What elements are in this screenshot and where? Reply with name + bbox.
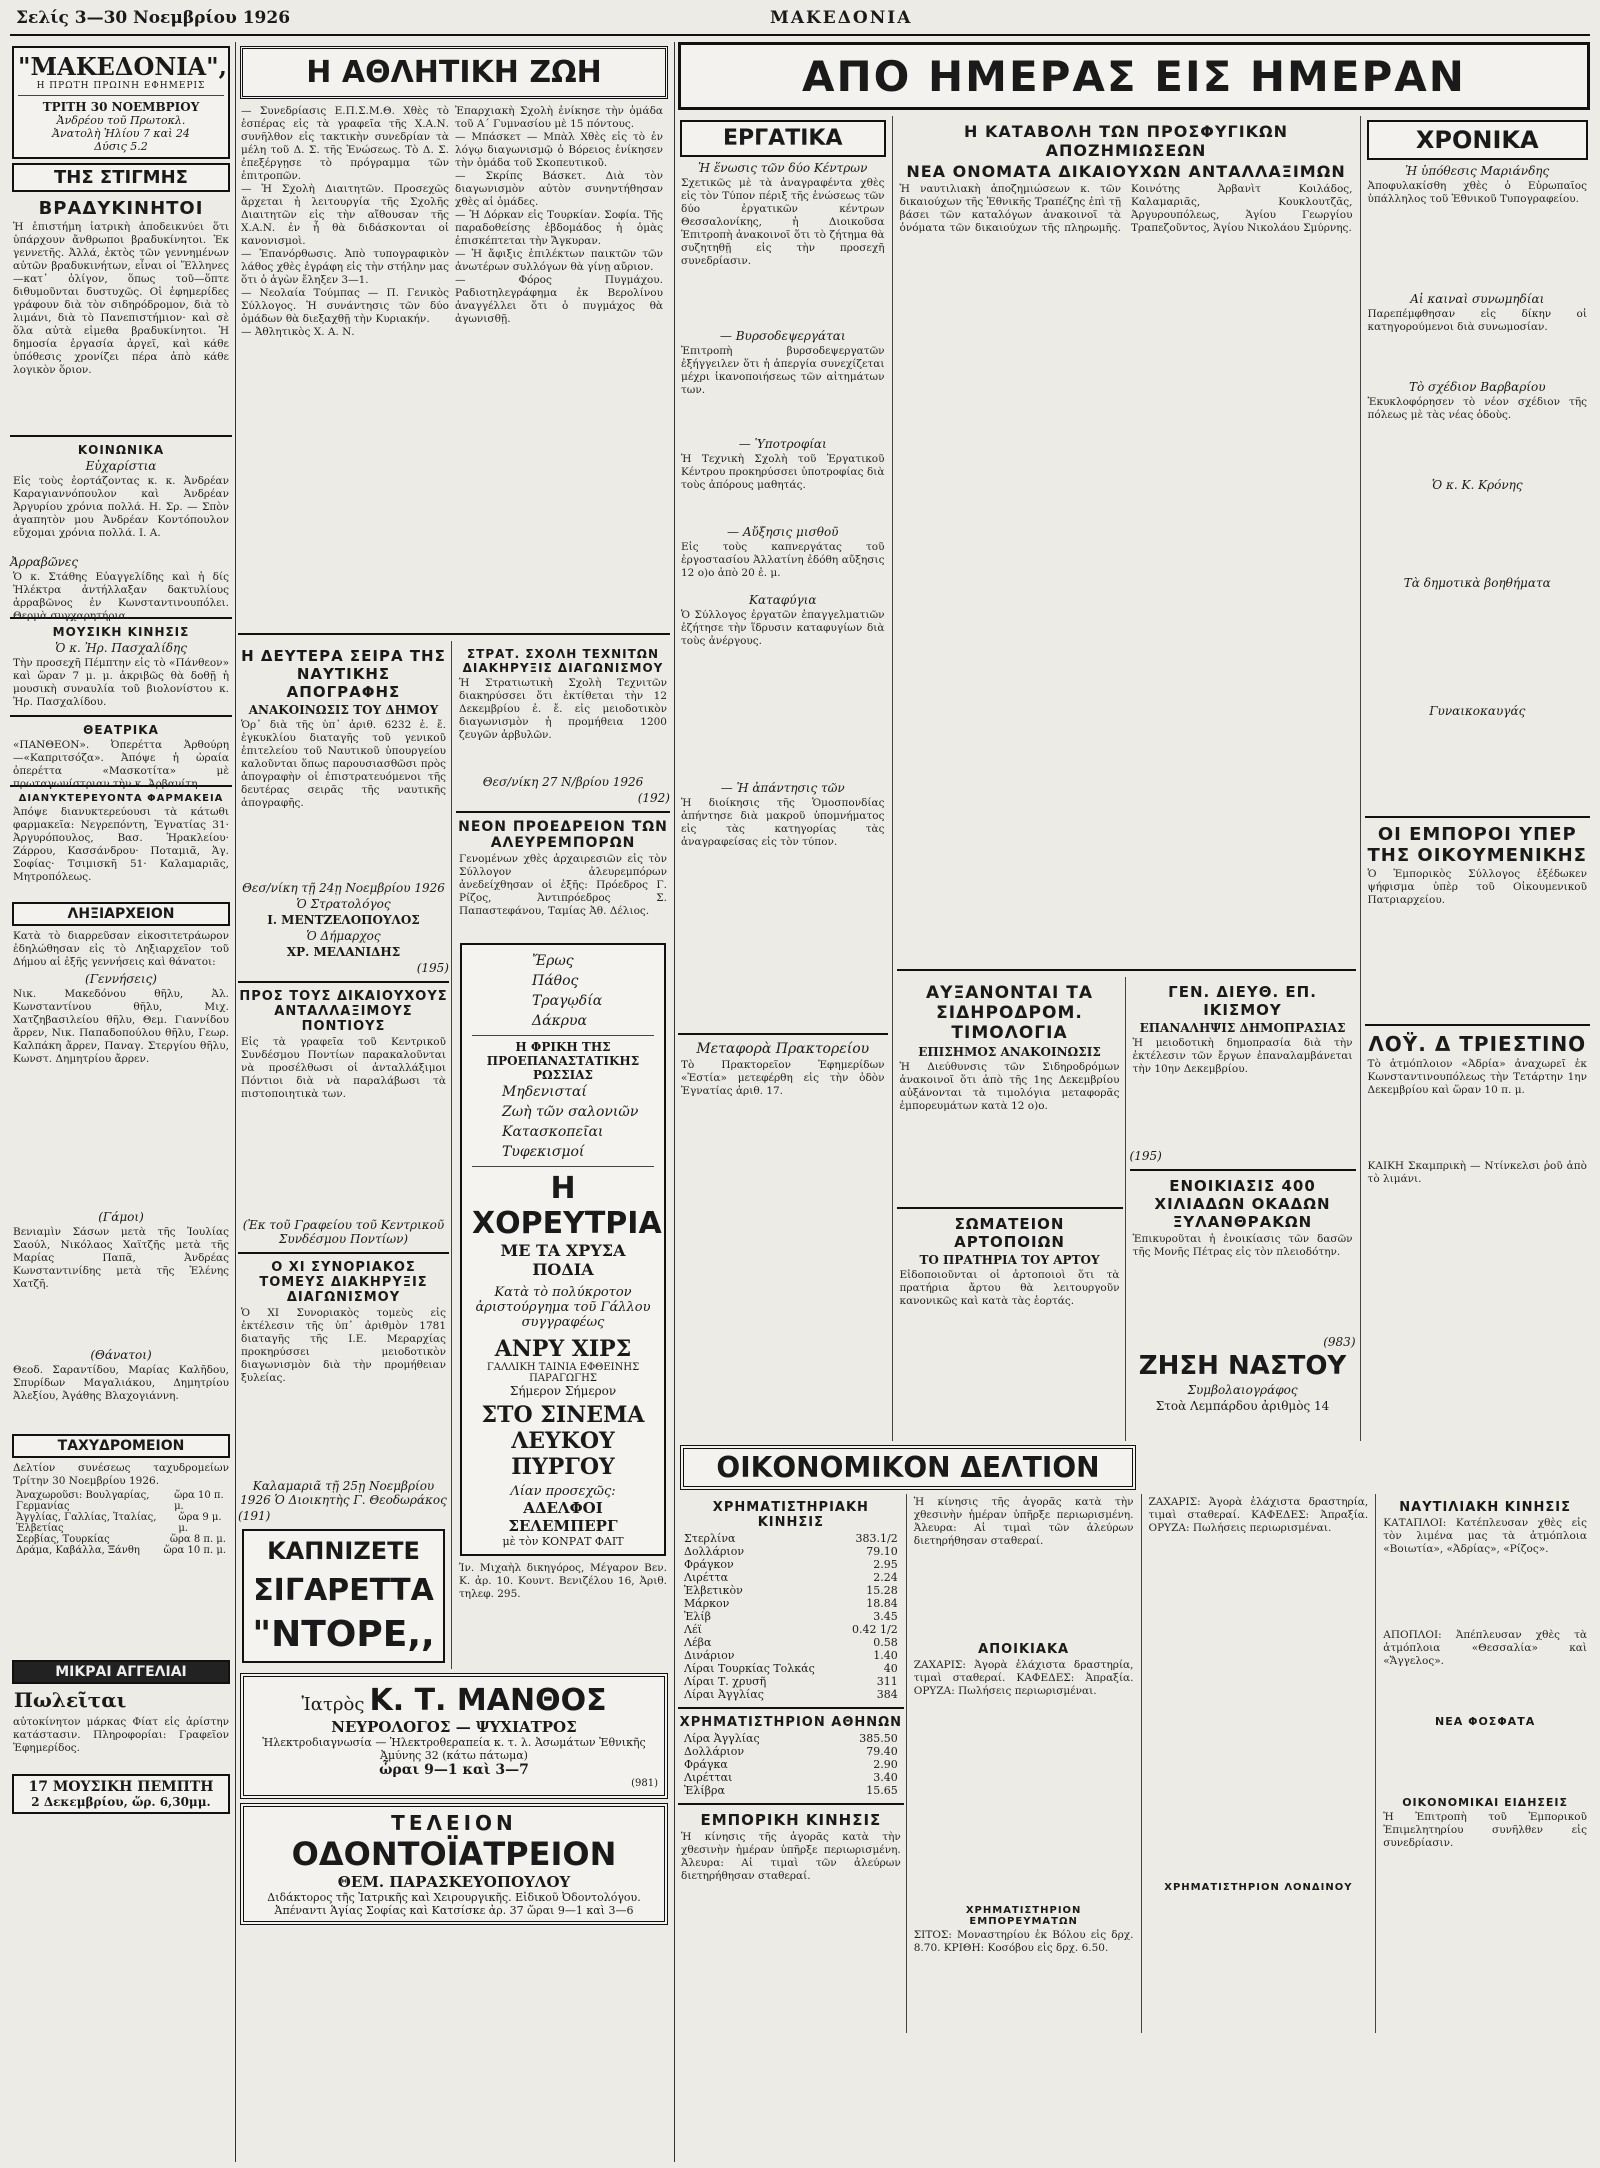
page-date: Σελίς 3—30 Νοεμβρίου 1926 xyxy=(16,8,291,28)
doctor-spec: ΝΕΥΡΟΛΟΓΟΣ — ΨΥΧΙΑΤΡΟΣ xyxy=(331,1718,577,1736)
zisis-name: ΖΗΣΗ ΝΑΣΤΟΥ xyxy=(1138,1351,1347,1381)
taxydromeion-title: ΤΑΧΥΔΡΟΜΕΙΟΝ xyxy=(12,1434,230,1458)
stamp-192: (192) xyxy=(637,791,670,805)
stigmis-headline: ΒΡΑΔΥΚΙΝΗΤΟΙ xyxy=(38,198,204,219)
fx-table xyxy=(678,1532,904,1701)
londinou-title: ΧΡΗΜΑΤΙΣΤΗΡΙΟΝ ΛΟΝΔΙΝΟΥ xyxy=(1164,1882,1353,1893)
column-right xyxy=(678,42,1590,2162)
cinema-warn: Λίαν προσεχῶς: xyxy=(510,1484,616,1499)
ergatika-text2: Ἐπιτροπὴ βυρσοδεψεργατῶν ἐξήγγειλεν ὅτι ἡ ἀπεργία συνεχίζεται μέχρι ἱκανοποιήσεως τῶν αἰτημάτων των. xyxy=(681,345,885,396)
chronika-column xyxy=(1361,116,1590,1441)
koinonika-head: Εὐχαρίστια xyxy=(85,459,157,473)
table-row: Φράγκα 2.90 xyxy=(684,1758,898,1771)
prosfyges-sub: ΝΕΑ ΟΝΟΜΑΤΑ ΔΙΚΑΙΟΥΧΩΝ ΑΝΤΑΛΛΑΞΙΜΩΝ xyxy=(906,162,1346,181)
thanatoi-text: Θεοδ. Σαραντίδου, Μαρίας Καλῆδου, Σπυρίδων Μαγαλιάκου, Δημητρίου Ἀλεξίου, Ἀγάθης Βλαχογιάννη. xyxy=(13,1364,229,1402)
triestino-title: ΛΟΫ. Δ ΤΡΙΕΣΤΙΝΟ xyxy=(1368,1032,1587,1056)
doctor-pre: Ἰατρὸς xyxy=(301,1694,365,1715)
apoikiaka-title: ΑΠΟΙΚΙΑΚΑ xyxy=(978,1642,1070,1657)
chronika-head6: Γυναικοκαυγάς xyxy=(1429,704,1526,718)
chronika-text1: Ἀποφυλακίσθη χθὲς ὁ Εὐρωπαῖος ὑπάλληλος τοῦ Ἐθνικοῦ Τυπογραφείου. xyxy=(1367,180,1587,205)
chrimatistiriaki-title: ΧΡΗΜΑΤΙΣΤΗΡΙΑΚΗ ΚΙΝΗΣΙΣ xyxy=(712,1500,869,1530)
ergatika-head5: Καταφύγια xyxy=(749,593,817,607)
choreftria-sub: ΜΕ ΤΑ ΧΡΥΣΑ ΠΟΔΙΑ xyxy=(500,1241,626,1279)
metafora-text: Τὸ Πρακτορεῖον Ἐφημερίδων «Ἑστία» μετεφέρθη εἰς τὴν ὁδὸν Ἐγνατίας ἀριθ. 17. xyxy=(681,1059,885,1097)
doctor-text: Ἠλεκτροδιαγνωσία — Ἠλεκτροθεραπεία κ. τ. λ. Ἀσωμάτων Ἐθνικῆς Ἀμύνης 32 (κάτω πάτωμα) xyxy=(262,1736,646,1762)
thanatoi-head: (Θάνατοι) xyxy=(90,1348,152,1362)
choreftria-today: Σήμερον Σήμερον xyxy=(509,1384,617,1398)
mousiki-bottom-2: 2 Δεκεμβρίου, ὥρ. 6,30μμ. xyxy=(31,1795,211,1809)
table-row: Λέϊ 0.42 1/2 xyxy=(684,1623,898,1636)
athletic-header xyxy=(240,46,668,99)
table-row: Λιρέτται 3.40 xyxy=(684,1771,898,1784)
table-row: Λιρέττα 2.24 xyxy=(684,1571,898,1584)
theatrika-title: ΘΕΑΤΡΙΚΑ xyxy=(83,723,159,737)
table-row: Ἐλίβ 3.45 xyxy=(684,1610,898,1623)
cinema-with: μὲ τὸν ΚΟΝΡΑΤ ΦΑΙΤ xyxy=(502,1535,624,1548)
economy-col-3 xyxy=(1142,1494,1377,2033)
rossia-title: Η ΦΡΙΚΗ ΤΗΣ ΠΡΟΕΠΑΝΑΣΤΑΤΙΚΗΣ ΡΩΣΣΙΑΣ xyxy=(486,1040,640,1082)
oi-emporoi-title: ΟΙ ΕΜΠΟΡΟΙ ΥΠΕΡ ΤΗΣ ΟΙΚΟΥΜΕΝΙΚΗΣ xyxy=(1367,824,1587,866)
chronika-text3: Ἐκυκλοφόρησεν τὸ νέον σχέδιον τῆς πόλεως μὲ τὰς νέας ὁδοὺς. xyxy=(1367,396,1587,421)
artopoioi-sub: ΤΟ ΠΡΑΤΗΡΙΑ ΤΟΥ ΑΡΤΟΥ xyxy=(919,1253,1100,1267)
kaiki-text: ΚΑΙΚΗ Σκαμπρικὴ — Ντίνκελσι ῥοῦ ἀπὸ τὸ λιμάνι. xyxy=(1367,1160,1587,1185)
kapnizete-title: ΚΑΠΝΙΖΕΤΕ xyxy=(267,1537,420,1565)
deftera-text: Ὁρ᾽ διὰ τῆς ὑπ᾽ ἀριθ. 6232 ἐ. ἔ. ἐγκυκλίου διαταγῆς τοῦ γενικοῦ ἐπιτελείου τοῦ Ναυτικοῦ ὑπουργείου καλοῦνται ὅπως παρουσιασθῶσι πρὸς ἀπογραφὴν οἱ ἐπιστρατευόμενοι τῆς δευτέρας σειρᾶς τῆς ναυτικῆς ἀπογραφῆς. xyxy=(241,719,446,809)
apoploi-text: ΑΠΟΠΛΟΙ: Ἀπέπλευσαν χθὲς τὰ ἀτμόπλοια «Θεσσαλία» καὶ «Ἄγγελος». xyxy=(1383,1629,1588,1667)
cinema-line1: ΣΤΟ ΣΙΝΕΜΑ xyxy=(481,1402,645,1428)
mikrai-text: αὐτοκίνητον μάρκας Φίατ εἰς ἀρίστην κατάστασιν. Πληροφορίαι: Γραφεῖον Ἐφημερίδος. xyxy=(13,1716,229,1754)
table-row: Δινάριον 1.40 xyxy=(684,1649,898,1662)
table-row: Λίραι Ἀγγλίας 384 xyxy=(684,1688,898,1701)
emporiki-text: Ἡ κίνησις τῆς ἀγορᾶς κατὰ τὴν χθεσινὴν ἡμέραν ὑπῆρξε περιωρισμένη. Ἀλευρα: Αἱ τιμαὶ τῶν ἀλεύρων διετηρήθησαν σταθεραί. xyxy=(681,1831,901,1882)
stamp-195: (195) xyxy=(416,961,449,975)
chronika-title: ΧΡΟΝΙΚΑ xyxy=(1367,120,1588,160)
table-row: Φράγκον 2.95 xyxy=(684,1558,898,1571)
stamp-191: (191) xyxy=(238,1509,271,1523)
middle-split xyxy=(238,641,670,1669)
list-item: Τυφεκισμοί xyxy=(502,1144,585,1160)
list-item: Ζωὴ τῶν σαλονιῶν xyxy=(502,1104,639,1120)
table-row: Λίραι Τουρκίας Τολκάς 40 xyxy=(684,1662,898,1675)
school-text: Ἡ Στρατιωτικὴ Σχολὴ Τεχνιτῶν διακηρύσσει ὅτι ἐκτίθεται τὴν 12 Δεκεμβρίου ἐ. ἔ. εἰς μειοδοτικὸν διαγωνισμὸν ἡ προμήθεια 1200 ζευγῶν ἀρβυλῶν. xyxy=(459,677,667,741)
table-row: Μάρκον 18.84 xyxy=(684,1597,898,1610)
ergatika-head4: — Αὔξησις μισθοῦ xyxy=(727,525,839,539)
cinema-ad xyxy=(460,943,666,1556)
athletic-title: Η ΑΘΛΗΤΙΚΗ ΖΩΗ xyxy=(306,55,602,90)
paper-name: ΜΑΚΕΔΟΝΙΑ xyxy=(770,8,913,28)
athinon-table xyxy=(678,1732,904,1797)
theatrika-text: «ΠΑΝΘΕΟΝ». Ὀπερέττα Ἀρθούρη—«Καπριτσόζα». Ἀπόψε ἡ ὡραία ὀπερέττα «Μασκοτίτα» μὲ πρωταγωνίστριαν τὴν κ. Ἀρβανίτη. xyxy=(13,739,229,790)
dentist-text: Διδάκτορος τῆς Ἰατρικῆς καὶ Χειρουργικῆς. Εἰδικοῦ Ὀδοντολόγου. Ἀπέναντι Ἁγίας Σοφίας καὶ Κατσίσκε ἀρ. 37 ὥραι 9—1 καὶ 3—6 xyxy=(267,1891,641,1917)
dentist-ad xyxy=(240,1803,668,1925)
deftera-title: Η ΔΕΥΤΕΡΑ ΣΕΙΡΑ ΤΗΣ ΝΑΥΤΙΚΗΣ ΑΠΟΓΡΑΦΗΣ xyxy=(241,647,446,701)
stamp-195-right: (195) xyxy=(1129,1149,1162,1163)
enoikiasis-text: Ἐπικυροῦται ἡ ἐνοικίασις τῶν δασῶν τῆς Μονῆς Πέτρας εἰς τὸν πλειοδότην. xyxy=(1132,1233,1353,1258)
choreftria-cast-sub: ΓΑΛΛΙΚΗ ΤΑΙΝΙΑ ΕΦΘΕΙΝΗΣ ΠΑΡΑΓΩΓΗΣ xyxy=(486,1362,640,1384)
oikonomikai-text: Ἡ Ἐπιτροπὴ τοῦ Ἐμπορικοῦ Ἐπιμελητηρίου συνῆλθεν εἰς συνεδρίασιν. xyxy=(1383,1811,1588,1849)
table-row: Ἀναχωροῦσι: Βουλγαρίας, Γερμανίας ὥρα 10 π. μ. xyxy=(16,1490,224,1512)
table-row: Σερβίας, Τουρκίας ὥρα 8 π. μ. xyxy=(16,1534,226,1545)
aukanontai-sub: ΕΠΙΣΗΜΟΣ ΑΝΑΚΟΙΝΩΣΙΣ xyxy=(918,1045,1101,1059)
table-row: Δολλάριον 79.40 xyxy=(684,1745,898,1758)
tomeus-text: Ὁ ΧΙ Συνοριακὸς τομεὺς εἰς ἐκτέλεσιν τῆς ὑπ᾽ ἀριθμὸν 1781 διαταγῆς τῆς Ι.Ε. Μεραρχίας προκηρύσσει μειοδοτικὸν διαγωνισμὸν διὰ τὴν προμήθειαν ξυλείας. xyxy=(241,1307,446,1384)
table-row: Λέβα 0.58 xyxy=(684,1636,898,1649)
deftera-sign-role: Ὁ Στρατολόγος xyxy=(296,897,391,911)
chronika-head5: Τὰ δημοτικὰ βοηθήματα xyxy=(1403,576,1551,590)
emporevmaton-text: ΣΙΤΟΣ: Μοναστηρίου ἐκ Βόλου εἰς δρχ. 8.70. ΚΡΙΘΗ: Κοσόβου εἰς δρχ. 6.50. xyxy=(913,1929,1134,1954)
metafora-title: Μεταφορὰ Πρακτορείου xyxy=(696,1041,870,1057)
school-sign: Θεσ/νίκη 27 Ν/βρίου 1926 xyxy=(482,775,644,789)
aukanontai-title: ΑΥΞΑΝΟΝΤΑΙ ΤΑ ΣΙΔΗΡΟΔΡΟΜ. ΤΙΜΟΛΟΓΙΑ xyxy=(926,983,1094,1043)
apoikiaka-text: ΖΑΧΑΡΙΣ: Ἀγορὰ ἐλάχιστα δραστηρία, τιμαὶ σταθεραί. ΚΑΦΕΔΕΣ: Ἀπραξία. ΟΡΥΖΑ: Πωλήσεις περιωρισμέναι. xyxy=(913,1659,1134,1697)
ergatika-head6: — Ἡ ἀπάντησις τῶν xyxy=(720,781,845,795)
deftera-sub: ΑΝΑΚΟΙΝΩΣΙΣ ΤΟΥ ΔΗΜΟΥ xyxy=(248,703,439,717)
aleuremporoi-text: Γενομένων χθὲς ἀρχαιρεσιῶν εἰς τὸν Σύλλογον ἀλευρεμπόρων ἀνεδείχθησαν οἱ ἑξῆς: Πρόεδρος Γ. Ρίζος, Ἀντιπρόεδρος Σ. Παπαστεφάνου, Ταμίας Ἀθ. Δέλιος. xyxy=(459,853,667,917)
artopoioi-text: Εἰδοποιοῦνται οἱ ἀρτοποιοὶ ὅτι τὰ πρατήρια ἄρτου θὰ λειτουργοῦν κανονικῶς καὶ κατὰ τὰς ἑορτάς. xyxy=(899,1269,1120,1307)
michail-text: Ἰν. Μιχαὴλ δικηγόρος, Μέγαρον Βεν. Κ. ἀρ. 10. Κουντ. Βενιζέλου 16, Ἀριθ. τηλεφ. 295. xyxy=(459,1562,667,1600)
genniseis-text: Νικ. Μακεδόνου θῆλυ, Ἀλ. Κωνσταντίνου θῆλυ, Μιχ. Χατζηβασιλείου θῆλυ, Θεμ. Γιαννίδου ἄρρεν, Νικ. Παπαδοπούλου θῆλυ, Γεωρ. Καλπάκη ἄρρεν, Παναγ. Στεργίου θῆλυ, Κωνστ. Δημητρίου ἄρρεν. xyxy=(13,988,229,1065)
chronika-head1: Ἡ ὑπόθεσις Μαριάνδης xyxy=(1405,164,1550,178)
ergatika-text3: Ἡ Τεχνικὴ Σχολὴ τοῦ Ἐργατικοῦ Κέντρου προκηρύσσει ὑποτροφίας διὰ τοὺς ἀπόρους μαθητάς. xyxy=(681,453,885,491)
paper-box-date: ΤΡΙΤΗ 30 ΝΟΕΜΒΡΙΟΥ xyxy=(42,100,200,114)
emporevmaton-title: ΧΡΗΜΑΤΙΣΤΗΡΙΟΝ ΕΜΠΟΡΕΥΜΑΤΩΝ xyxy=(965,1905,1082,1927)
economy-text-top: Ἡ κίνησις τῆς ἀγορᾶς κατὰ τὴν χθεσινὴν ἡμέραν ὑπῆρξε περιωρισμένη. Ἀλευρα: Αἱ τιμαὶ τῶν ἀλεύρων διετηρήθησαν σταθεραί. xyxy=(913,1496,1134,1547)
mousiki-bottom-box xyxy=(12,1774,230,1814)
pontioi-text: Εἰς τὰ γραφεῖα τοῦ Κεντρικοῦ Συνδέσμου Ποντίων παρακαλοῦνται νὰ προσέλθωσι οἱ ἀνταλλάξιμοι Πόντιοι διὰ νὰ παραλάβωσι τὰ πιστοποιητικὰ των. xyxy=(241,1036,446,1100)
dentist-name: ΘΕΜ. ΠΑΡΑΣΚΕΥΟΠΟΥΛΟΥ xyxy=(337,1873,571,1891)
paper-box-sunset: Δύσις 5.2 xyxy=(94,140,148,153)
deftera-sign2-role: Ὁ Δήμαρχος xyxy=(306,929,381,943)
emporiki-title: ΕΜΠΟΡΙΚΗ ΚΙΝΗΣΙΣ xyxy=(700,1811,882,1829)
gamoi-text: Βενιαμὶν Σάσων μετὰ τῆς Ἰουλίας Σαούλ, Νικόλαος Χαϊτζῆς μετὰ τῆς Μαρίας Παπᾶ, Ἀνδρέας Κωνσταντινίδης μετὰ τῆς Ἑλένης Χατζῆ. xyxy=(13,1226,229,1290)
oikonomikon-header xyxy=(680,1445,1136,1490)
prosfyges-title: Η ΚΑΤΑΒΟΛΗ ΤΩΝ ΠΡΟΣΦΥΓΙΚΩΝ ΑΠΟΖΗΜΙΩΣΕΩΝ xyxy=(964,122,1289,160)
athletic-body xyxy=(238,103,670,627)
koinonika-text: Εἰς τοὺς ἐορτάζοντας κ. κ. Ἀνδρέαν Καραγιαννόπουλον καὶ Ἀνδρέαν Ἀργυρίου χρόνια πολλά. Η. Σρ. — Σπὸν ἀγαπητὸν μου Ἀνδρέαν Κοντόπουλον εὔχομαι χρόνια πολλά. Ι. Α. xyxy=(13,475,229,539)
stamp-981: (981) xyxy=(631,1778,658,1789)
pontioi-title: ΠΡΟΣ ΤΟΥΣ ΔΙΚΑΙΟΥΧΟΥΣ ΑΝΤΑΛΛΑΞΙΜΟΥΣ ΠΟΝΤΙΟΥΣ xyxy=(239,989,448,1034)
zisis-sub: Συμβολαιογράφος xyxy=(1187,1383,1298,1397)
table-row: Λίραι Τ. χρυσῆ 311 xyxy=(684,1675,898,1688)
table-row: Λίρα Ἀγγλίας 385.50 xyxy=(684,1732,898,1745)
deftera-sign-date: Θεσ/νίκη τῇ 24ῃ Νοεμβρίου 1926 xyxy=(242,881,445,895)
farmakeia-title: ΔΙΑΝΥΚΤΕΡΕΥΟΝΤΑ ΦΑΡΜΑΚΕΙΑ xyxy=(18,793,224,804)
table-row: Στερλίνα 383.1/2 xyxy=(684,1532,898,1545)
ergatika-text6: Ἡ διοίκησις τῆς Ὁμοσπονδίας ἀπήντησε διὰ μακροῦ ὑπομνήματος εἰς τὰς κατηγορίας τὰς ἀναγραφείσας εἰς τὸν τύπον. xyxy=(681,797,885,848)
deftera-sign-name: Ι. ΜΕΝΤΖΕΛΟΠΟΥΛΟΣ xyxy=(267,913,420,927)
economy-col-4 xyxy=(1376,1494,1590,2033)
nea-fosfata-title: ΝΕΑ ΦΟΣΦΑΤΑ xyxy=(1435,1715,1536,1728)
doctor-ad xyxy=(240,1673,668,1799)
kapnizete-product: ΣΙΓΑΡΕΤΤΑ xyxy=(253,1573,434,1608)
ergatika-text5: Ὁ Σύλλογος ἐργατῶν ἐπαγγελματιῶν ἐζήτησε τὴν ἵδρυσιν καταφυγίων διὰ τοὺς ἀνέργους. xyxy=(681,609,885,647)
ergatika-text4: Εἰς τοὺς καπνεργάτας τοῦ ἐργοστασίου Ἀλλατίνη ἐδόθη αὔξησις 12 ο)ο ἀπὸ 20 ἐ. μ. xyxy=(681,541,885,579)
arravones-title: Ἀρραβῶνες xyxy=(10,555,79,569)
paper-box-tagline: Η ΠΡΩΤΗ ΠΡΩΙΝΗ ΕΦΗΜΕΡΙΣ xyxy=(36,81,206,91)
doctor-name: Κ. Τ. ΜΑΝΘΟΣ xyxy=(369,1683,607,1718)
cinema-brothers: ΑΔΕΛΦΟΙ ΣΕΛΕΜΠΕΡΓ xyxy=(508,1499,618,1535)
dentist-title: ΤΕΛΕΙΟΝ xyxy=(391,1811,517,1835)
table-row: Ἐλίβρα 15.65 xyxy=(684,1784,898,1797)
list-item: Κατασκοπεῖαι xyxy=(502,1124,604,1140)
list-item: Τραγῳδία xyxy=(532,993,603,1009)
gamoi-head: (Γάμοι) xyxy=(98,1210,144,1224)
athinon-title: ΧΡΗΜΑΤΙΣΤΗΡΙΟΝ ΑΘΗΝΩΝ xyxy=(679,1715,903,1730)
kapnizete-ad xyxy=(242,1529,445,1663)
middle-right-sub xyxy=(452,641,670,1669)
paper-box-saint: Ἀνδρέου τοῦ Πρωτοκλ. xyxy=(56,114,186,127)
athletic-right-text: Ἐπαρχιακὴ Σχολὴ ἐνίκησε τὴν ὁμάδα τοῦ Α΄ Γυμνασίου μὲ 15 πόντους. — Μπάσκετ — Μπὰλ Χθὲς εἰς τὸ ἐν λόγῳ διαγωνισμῷ ὁ Βόρειος ἐνίκησεν τὴν ὁμάδα τοῦ Σκοπευτικοῦ. — Σκρίπς Βάσκετ. Διὰ τὸν διαγωνισμὸν αὐτὸν συνηντήθησαν χθὲς αἱ ὁμάδες. — Ἡ Δόρκαν εἰς Τουρκίαν. Σοφία. Τῆς παραδοθείσης ἐβδομάδος ἡ ὁμὰς ἐπισκέπτεται τὴν Ἄγκυραν. — Ἡ ἄφιξις ἐπιλέκτων παικτῶν τῶν ἀνωτέρων συλλόγων θὰ γίνῃ αὔριον. — Φόρος Πυγμάχου. Ραδιοτηλεγράφημα ἐκ Βερολίνου ἀναγγέλλει ὅτι ὁ πυγμάχος θὰ ἀγωνισθῇ. xyxy=(455,105,663,325)
triestino-text: Τὸ ἀτμόπλοιον «Ἀδρία» ἀναχωρεῖ ἐκ Κωνσταντινουπόλεως τὴν Τετάρτην 1ην Δεκεμβρίου καὶ ὥραν 10 π. μ. xyxy=(1367,1058,1587,1096)
mousiki-text: Τὴν προσεχῆ Πέμπτην εἰς τὸ «Πάνθεον» καὶ ὥραν 7 μ. μ. ἀκριβῶς θὰ δοθῇ ἡ μουσικὴ συναυλία τοῦ βιολονίστου κ. Ἠρ. Πασχαλίδου. xyxy=(13,657,229,708)
list-item: Μηδενισταί xyxy=(502,1084,587,1100)
mousiki-bottom-1: 17 ΜΟΥΣΙΚΗ ΠΕΜΠΤΗ xyxy=(28,1779,214,1795)
koinonika-title: ΚΟΙΝΩΝΙΚΑ xyxy=(77,443,165,457)
ergatika-title: ΕΡΓΑΤΙΚΑ xyxy=(680,120,886,157)
prosfyges-column xyxy=(893,116,1361,1441)
stamp-983: (983) xyxy=(1323,1335,1356,1349)
chronika-head4: Ὁ κ. Κ. Κρόνης xyxy=(1431,478,1523,492)
deftera-sign2-name: ΧΡ. ΜΕΛΑΝΙΔΗΣ xyxy=(286,945,401,959)
table-row: Δράμα, Καβάλλα, Ξάνθη ὥρα 10 π. μ. xyxy=(16,1545,226,1556)
top-right-area xyxy=(678,116,1590,1441)
lixiarxeion-title: ΛΗΞΙΑΡΧΕΙΟΝ xyxy=(12,902,230,926)
oi-emporoi-text: Ὁ Ἐμπορικὸς Σύλλογος ἐξέδωκεν ψήφισμα ὑπὲρ τοῦ Οἰκουμενικοῦ Πατριαρχείου. xyxy=(1367,868,1587,906)
gen-dieuth-sub: ΕΠΑΝΑΛΗΨΙΣ ΔΗΜΟΠΡΑΣΙΑΣ xyxy=(1139,1021,1346,1035)
aukanontai-text: Ἡ Διεύθυνσις τῶν Σιδηροδρόμων ἀνακοινοῖ ὅτι ἀπὸ τῆς 1ης Δεκεμβρίου αὐξάνονται τὰ τιμολόγια μεταφορᾶς ἐμπορευμάτων κατὰ 12 ο)ο. xyxy=(899,1061,1120,1112)
table-row: Ἑλβετικὸν 15.28 xyxy=(684,1584,898,1597)
mousiki-title: ΜΟΥΣΙΚΗ ΚΙΝΗΣΙΣ xyxy=(52,625,190,639)
cinema-line2: ΛΕΥΚΟΥ ΠΥΡΓΟΥ xyxy=(511,1428,615,1480)
column-middle xyxy=(238,42,670,2162)
ergatika-head3: — Ὑποτροφίαι xyxy=(738,437,827,451)
pontioi-sign: (Ἐκ τοῦ Γραφείου τοῦ Κεντρικοῦ Συνδέσμου Ποντίων) xyxy=(242,1218,445,1246)
tomeus-title: Ο ΧΙ ΣΥΝΟΡΙΑΚΟΣ ΤΟΜΕΥΣ ΔΙΑΚΗΡΥΞΙΣ ΔΙΑΓΩΝΙΣΜΟΥ xyxy=(259,1260,428,1305)
apoikiaka-text-2: ΖΑΧΑΡΙΣ: Ἀγορὰ ἐλάχιστα δραστηρία, τιμαὶ σταθεραί. ΚΑΦΕΔΕΣ: Ἀπραξία. ΟΡΥΖΑ: Πωλήσεις περιωρισμέναι. xyxy=(1148,1496,1369,1534)
enoikiasis-title: ΕΝΟΙΚΙΑΣΙΣ 400 ΧΙΛΙΑΔΩΝ ΟΚΑΔΩΝ ΞΥΛΑΝΘΡΑΚΩΝ xyxy=(1154,1177,1331,1231)
newspaper-page xyxy=(10,6,1590,2162)
gen-dieuth-text: Ἡ μειοδοτικὴ δημοπρασία διὰ τὴν ἐκτέλεσιν τῶν ἔργων ἐπαναλαμβάνεται τὴν 10ην Δεκεμβρίου. xyxy=(1132,1037,1353,1075)
table-row: Ἀγγλίας, Γαλλίας, Ἰταλίας, Ἐλβετίας ὥρα 9 μ. μ. xyxy=(16,1512,222,1534)
mousiki-head: Ὁ κ. Ἠρ. Πασχαλίδης xyxy=(55,641,187,655)
list-item: Πάθος xyxy=(532,973,579,989)
lower-notices-left xyxy=(897,977,1126,1441)
paper-box-sunrise: Ἀνατολὴ Ἡλίου 7 καὶ 24 xyxy=(52,127,190,140)
kapnizete-brand: "ΝΤΟΡΕ,, xyxy=(252,1614,435,1655)
banner-title: ΑΠΟ ΗΜΕΡΑΣ ΕΙΣ ΗΜΕΡΑΝ xyxy=(678,42,1590,110)
kataploi-text: ΚΑΤΑΠΛΟΙ: Κατέπλευσαν χθὲς εἰς τὸν λιμένα μας τὰ ἀτμόπλοια «Βοιωτία», «Ἀδρίας», «Ρίζος». xyxy=(1383,1517,1588,1555)
artopoioi-title: ΣΩΜΑΤΕΙΟΝ ΑΡΤΟΠΟΙΩΝ xyxy=(954,1215,1065,1251)
paper-box-name: "ΜΑΚΕΔΟΝΙΑ", xyxy=(18,52,228,81)
arravones-text: Ὁ κ. Στάθης Εὐαγγελίδης καὶ ἡ δίς Ἠλέκτρα ἀντήλλαξαν δακτυλίους ἀρραβῶνος ἐν Κωνσταντινουπόλει. Θερμὰ συγχαρητήρια. xyxy=(13,571,229,622)
stigmis-title: ΤΗΣ ΣΤΙΓΜΗΣ xyxy=(12,163,230,192)
mikrai-title: ΜΙΚΡΑΙ ΑΓΓΕΛΙΑΙ xyxy=(12,1660,230,1684)
tomeus-sign: Καλαμαριᾶ τῇ 25ῃ Νοεμβρίου 1926 Ὁ Διοικητὴς Γ. Θεοδωράκος xyxy=(240,1479,447,1507)
choreftria-cast: ΑΝΡΥ ΧΙΡΣ xyxy=(494,1336,632,1362)
oikonomikon-title: ΟΙΚΟΝΟΜΙΚΟΝ ΔΕΛΤΙΟΝ xyxy=(716,1451,1100,1484)
dentist-big: ΟΔΟΝΤΟΪΑΤΡΕΙΟΝ xyxy=(291,1835,617,1873)
chronika-head3: Τὸ σχέδιον Βαρβαρίου xyxy=(1409,380,1546,394)
farmakeia-text: Ἀπόψε διανυκτερεύουσι τὰ κάτωθι φαρμακεῖα: Νεγρεπόντη, Ἐγνατίας 31· Ἀργυρόπουλος, Βασ. Ἡρακλείου· Ζάρρου, Κασσάνδρου· Ποταμιᾶ, Ἁγ. Σοφίας· Τσιμισκῆ 51· Καλαμαριᾶς, Μητροπόλεως. xyxy=(13,806,229,883)
table-row: Δολλάριον 79.10 xyxy=(684,1545,898,1558)
chronika-head2: Αἱ καιναὶ συνωμηδίαι xyxy=(1410,292,1545,306)
taxydromeion-table xyxy=(10,1490,232,1556)
prosfyges-text: Ἡ ναυτιλιακὴ ἀποζημιώσεων κ. τῶν δικαιούχων τῆς Ἐθνικῆς Τραπέζης ἐπὶ τῇ βάσει τῶν καταλόγων ἀνακοινοῖ τὰ ὀνόματα τῶν δικαιούχων τῆς πληρωμῆς. Κοινότης Ἀρβανὶτ Κοιλάδος, Καλαμαριᾶς, Κουκλουτζᾶς, Ἀργυρουπόλεως, Ἁγίου Γεωργίου Τραπεζοῦντος, Ἁγίου Νικολάου Σμύρνης. xyxy=(899,183,1353,234)
list-item: Δάκρυα xyxy=(532,1013,587,1029)
column-rule xyxy=(674,42,675,2162)
economy-col-2 xyxy=(907,1494,1142,2033)
aleuremporoi-title: ΝΕΟΝ ΠΡΟΕΔΡΕΙΟΝ ΤΩΝ ΑΛΕΥΡΕΜΠΟΡΩΝ xyxy=(458,819,668,851)
ergatika-column xyxy=(678,116,893,1441)
ergatika-head2: — Βυρσοδεψεργάται xyxy=(719,329,846,343)
middle-left-sub xyxy=(238,641,452,1669)
economy-col-1 xyxy=(678,1494,907,2033)
ergatika-head1: Ἡ ἕνωσις τῶν δύο Κέντρων xyxy=(698,161,868,175)
genniseis-head: (Γεννήσεις) xyxy=(85,972,157,986)
rossia-list xyxy=(472,1082,654,1162)
choreftria-text: Κατὰ τὸ πολύκροτον ἀριστούργημα τοῦ Γάλλου συγγραφέως xyxy=(475,1285,651,1330)
lixiarxeion-text: Κατὰ τὸ διαρρεῦσαν εἰκοσιτετράωρον ἐδηλώθησαν εἰς τὸ Ληξιαρχεῖον τοῦ Δήμου αἱ ἑξῆς γεννήσεις καὶ θάνατοι: xyxy=(13,930,229,968)
athletic-left-text: — Συνεδρίασις Ε.Π.Σ.Μ.Θ. Χθὲς τὸ ἑσπέρας εἰς τὰ γραφεῖα τῆς Χ.Α.Ν. συνῆλθον εἰς τακτικὴν συνεδρίαν τὰ μέλη τοῦ Δ. Σ. τῆς Ἑνώσεως. Τὸ Δ. Σ. ἐπεξέργῃσε τὸ πρόγραμμα τῶν ἐπιτροπῶν. — Ἡ Σχολὴ Διαιτητῶν. Προσεχῶς ἄρχεται ἡ λειτουργία τῆς Σχολῆς Διαιτητῶν εἰς τὴν αἴθουσαν τῆς Χ.Α.Ν. ἐν ἧ θὰ διδάσκονται οἱ κανονισμοὶ. — Ἐπανόρθωσις. Ἀπὸ τυπογραφικὸν λάθος χθὲς ἐγράφη εἰς τὴν στήλην μας ὅτι ὁ ἀγὼν ἔληξεν 3—1. — Νεολαία Τούμπας — Π. Γενικὸς Σύλλογος. Ἡ συνάντησις τῶν δύο ὁμάδων θὰ διεξαχθῇ τὴν Κυριακήν. — Ἀθλητικὸς Χ. Α. Ν. xyxy=(241,105,449,338)
doctor-hours: ὧραι 9—1 καὶ 3—7 xyxy=(379,1762,529,1778)
masthead xyxy=(10,6,1590,36)
school-title: ΣΤΡΑΤ. ΣΧΟΛΗ ΤΕΧΝΙΤΩΝ ΔΙΑΚΗΡΥΞΙΣ ΔΙΑΓΩΝΙΣΜΟΥ xyxy=(462,647,664,675)
chronika-text2: Παρεπέμφθησαν εἰς δίκην οἱ κατηγορούμενοι διὰ συνωμοσίαν. xyxy=(1367,308,1587,333)
taxydromeion-text: Δελτίον συνέσεως ταχυδρομείων Τρίτην 30 Νοεμβρίου 1926. xyxy=(13,1462,229,1487)
stigmis-text: Ἡ ἐπιστήμη ἰατρικὴ ἀποδεικνύει ὅτι ὑπάρχουν ἄνθρωποι βραδυκίνητοι. Ἐκ γεννετῆς. Ἀλλά, ἐκτὸς τῶν γεννημένων αὐτῶν βραδυκινήτων, εἶναι οἱ Ἕλληνες —κατ᾽ ὀλίγον, ὅπως τοῦ—ὅπτε διθυμοῦνται δυστυχῶς. Οἱ ἐφημερίδες γράφουν διὰ τὸν σιδηρόδρομον, διὰ τὸ λιμάνι, διὰ τὸ Πανεπιστήμιον· καὶ σὲ ὅλα αὐτὰ εἰμεθα βραδυκίνητοι. Ἡ δημοσία ἐργασία ἀργεῖ, καὶ κάθε ὑπόθεσις χρονίζει πέρα ἀπὸ κάθε λογικὸν ὅριον. xyxy=(13,221,229,376)
naftiliaki-title: ΝΑΥΤΙΛΙΑΚΗ ΚΙΝΗΣΙΣ xyxy=(1399,1500,1572,1515)
economy-area xyxy=(678,1494,1590,2033)
gen-dieuth-title: ΓΕΝ. ΔΙΕΥΘ. ΕΠ. ΙΚΙΣΜΟΥ xyxy=(1168,983,1317,1019)
lower-notices-right xyxy=(1126,977,1356,1441)
column-rule xyxy=(235,42,236,2162)
paper-info-box xyxy=(12,46,230,159)
ergatika-text1: Σχετικῶς μὲ τὰ ἀναγραφέντα χθὲς εἰς τὸν Τύπον πέριξ τῆς ἑνώσεως τῶν δύο ἐργατικῶν κέντρων Θεσσαλονίκης, ἡ Διοικοῦσα Ἐπιτροπὴ ἀνακοινοῖ ὅτι τὸ ζήτημα θὰ συζητηθῇ εἰς τὴν προσεχῆ συνεδρίασιν. xyxy=(681,177,885,267)
lower-notices xyxy=(897,977,1356,1441)
list-item: Ἔρως xyxy=(532,953,574,969)
choreftria-title: Η ΧΟΡΕΥΤΡΙΑ xyxy=(472,1171,662,1241)
mikrai-head: Πωλεῖται xyxy=(14,1688,127,1712)
oikonomikai-title: ΟΙΚΟΝΟΜΙΚΑΙ ΕΙΔΗΣΕΙΣ xyxy=(1402,1796,1569,1809)
column-left xyxy=(10,42,232,2162)
eros-list xyxy=(472,951,654,1031)
zisis-addr: Στοὰ Λεμπάρδου ἀριθμὸς 14 xyxy=(1155,1399,1330,1413)
